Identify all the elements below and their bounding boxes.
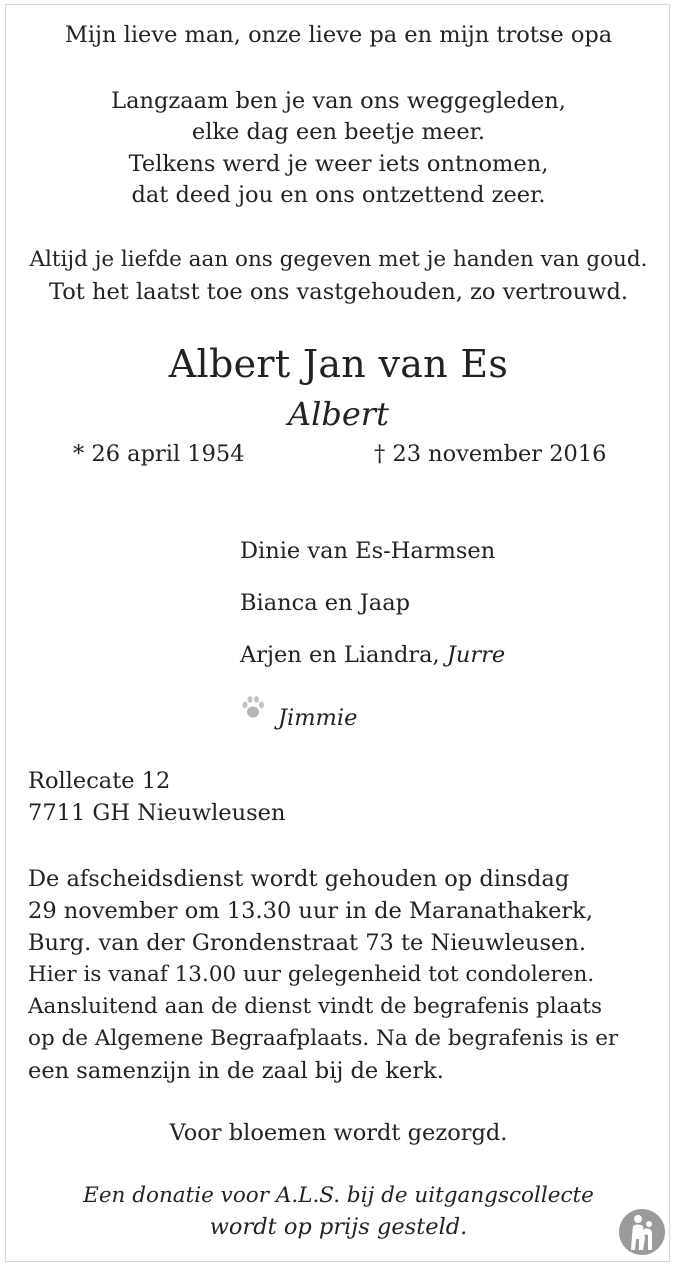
service-line: Aansluitend aan de dienst vindt de begrafenis plaats (28, 994, 602, 1019)
service-line: op de Algemene Begraafplaats. Na de begrafenis is er (28, 1026, 619, 1051)
service-line: De afscheidsdienst wordt gehouden op dinsdag (28, 866, 570, 892)
address-street: Rollecate 12 (28, 768, 171, 794)
memorial-figure-logo-icon (618, 1208, 666, 1256)
child-family-2 (240, 639, 505, 671)
service-line: Hier is vanaf 13.00 uur gelegenheid tot condoleren. (28, 962, 595, 987)
grandchild-name: Jurre (446, 642, 506, 668)
opening-line: Mijn lieve man, onze lieve pa en mijn trotse opa (64, 22, 613, 48)
address-city: 7711 GH Nieuwleusen (28, 800, 286, 826)
donation-line: wordt op prijs gesteld. (209, 1214, 468, 1240)
flowers-note: Voor bloemen wordt gezorgd. (169, 1120, 508, 1146)
child-family-2-names: Arjen en Liandra, (240, 642, 447, 668)
verse-line: Tot het laatst toe ons vastgehouden, zo vertrouwd. (48, 279, 629, 305)
service-line: 29 november om 13.30 uur in de Maranathakerk, (28, 898, 593, 924)
donation-line: Een donatie voor A.L.S. bij de uitgangscollecte (83, 1183, 594, 1208)
paw-print-icon (240, 693, 266, 721)
verse-line: dat deed jou en ons ontzettend zeer. (131, 182, 546, 208)
deceased-nickname: Albert (288, 395, 389, 433)
death-date: † 23 november 2016 (374, 441, 607, 467)
service-line: een samenzijn in de zaal bij de kerk. (28, 1058, 444, 1084)
birth-date: * 26 april 1954 (73, 441, 245, 467)
pet-name: Jimmie (278, 705, 358, 731)
child-family-1: Bianca en Jaap (240, 590, 411, 616)
deceased-name: Albert Jan van Es (168, 342, 509, 386)
verse-line: Telkens werd je weer iets ontnomen, (128, 151, 549, 177)
verse-line: Altijd je liefde aan ons gegeven met je handen van goud. (29, 247, 648, 272)
verse-line: elke dag een beetje meer. (191, 119, 486, 145)
verse-line: Langzaam ben je van ons weggegleden, (111, 88, 566, 114)
service-line: Burg. van der Grondenstraat 73 te Nieuwleusen. (28, 930, 586, 956)
spouse-name: Dinie van Es-Harmsen (240, 538, 496, 564)
